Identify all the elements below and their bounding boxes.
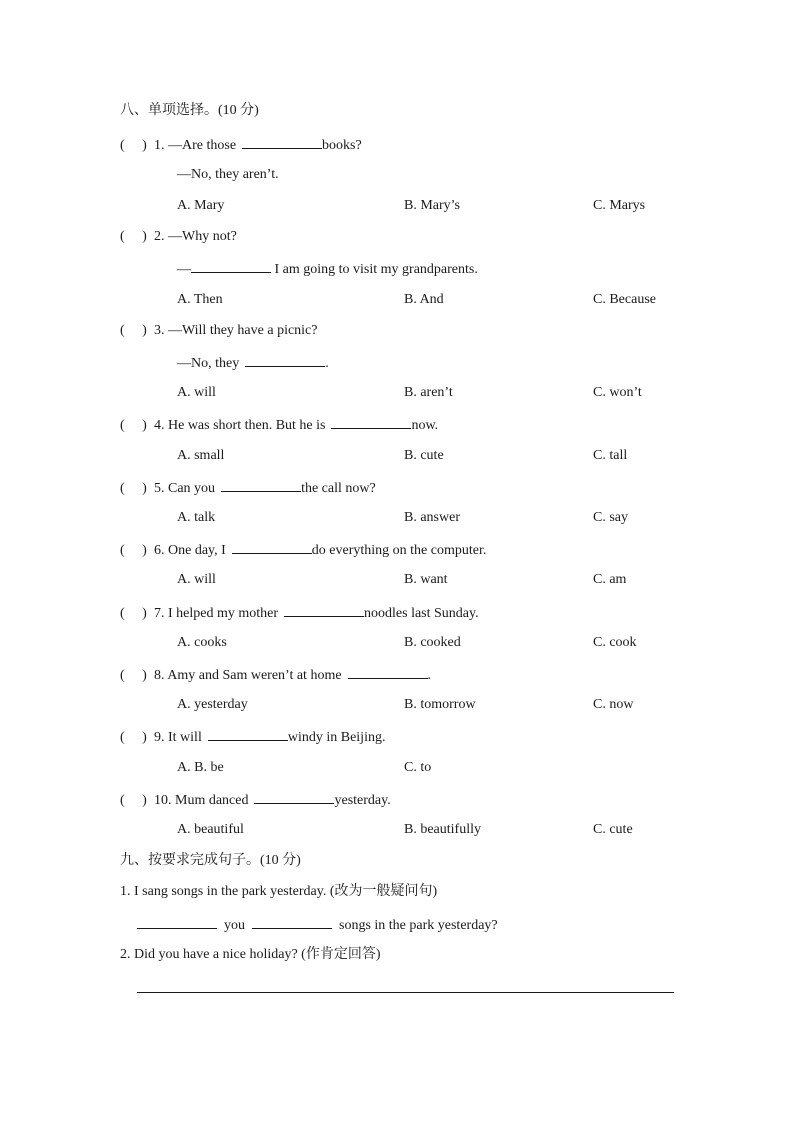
fill-blank[interactable] <box>245 353 325 367</box>
option-b: B. want <box>404 572 448 587</box>
option-c: C. say <box>593 510 628 525</box>
answer-paren[interactable]: ( ) <box>120 481 147 496</box>
option-b: B. cute <box>404 448 444 463</box>
option-c: C. cook <box>593 635 637 650</box>
question-stem-end: noodles last Sunday. <box>364 606 479 621</box>
question-stem: —Will they have a picnic? <box>168 323 318 338</box>
option-b: B. cooked <box>404 635 461 650</box>
section-9-answer-1: you songs in the park yesterday? <box>137 915 498 933</box>
option-b: B. Mary’s <box>404 198 460 213</box>
question-stem: —Why not? <box>168 229 237 244</box>
answer-paren[interactable]: ( ) <box>120 668 147 683</box>
option-a: A. cooks <box>177 635 227 650</box>
fill-blank[interactable] <box>284 603 364 617</box>
option-c: C. now <box>593 697 634 712</box>
fill-blank[interactable] <box>348 665 428 679</box>
fill-blank[interactable] <box>252 915 332 929</box>
fill-blank[interactable] <box>137 915 217 929</box>
section-9-title: 九、按要求完成句子。(10 分) <box>120 853 301 868</box>
option-b: B. tomorrow <box>404 697 476 712</box>
option-c: C. Marys <box>593 198 646 213</box>
question-8 <box>120 665 431 683</box>
question-stem-end: do everything on the computer. <box>311 543 487 558</box>
question-1 <box>120 135 362 153</box>
question-stem-end: windy in Beijing. <box>287 730 386 745</box>
option-b: B. And <box>404 292 444 307</box>
option-c: C. to <box>404 760 432 775</box>
question-stem: He was short then. But he is <box>168 418 326 433</box>
answer-paren[interactable]: ( ) <box>120 730 147 745</box>
question-1-reply: —No, they aren’t. <box>177 167 279 182</box>
fill-blank[interactable] <box>254 790 334 804</box>
question-number: 8. <box>154 668 165 683</box>
fill-blank[interactable] <box>242 135 322 149</box>
question-3 <box>120 322 318 340</box>
question-7 <box>120 603 479 621</box>
question-stem: Amy and Sam weren’t at home <box>167 668 342 683</box>
option-a: A. will <box>177 385 216 400</box>
question-stem: Mum danced <box>175 793 249 808</box>
option-a: A. beautiful <box>177 822 244 837</box>
answer-paren[interactable]: ( ) <box>120 606 147 621</box>
option-c: C. am <box>593 572 627 587</box>
option-b: B. answer <box>404 510 460 525</box>
section-9-question-2: 2. Did you have a nice holiday? (作肯定回答) <box>120 947 381 962</box>
question-stem: It will <box>168 730 202 745</box>
question-2 <box>120 228 237 246</box>
question-stem: —Are those <box>168 138 237 153</box>
section-8-title: 八、单项选择。(10 分) <box>120 103 259 118</box>
section-9-question-1: 1. I sang songs in the park yesterday. (改为一般疑问句) <box>120 884 438 899</box>
answer-paren[interactable]: ( ) <box>120 418 147 433</box>
question-3-reply: —No, they . <box>177 353 329 371</box>
fill-blank[interactable] <box>191 259 271 273</box>
question-10 <box>120 790 391 808</box>
option-c: C. won’t <box>593 385 642 400</box>
answer-paren[interactable]: ( ) <box>120 323 147 338</box>
question-5 <box>120 478 376 496</box>
option-b: B. beautifully <box>404 822 481 837</box>
option-a: A. Mary <box>177 198 225 213</box>
question-number: 1. <box>154 138 165 153</box>
question-stem-end: the call now? <box>301 481 376 496</box>
answer-writing-line[interactable] <box>137 992 674 993</box>
option-c: C. tall <box>593 448 628 463</box>
fill-blank[interactable] <box>208 727 288 741</box>
question-stem-end: yesterday. <box>334 793 391 808</box>
question-number: 6. <box>154 543 165 558</box>
option-a: A. Then <box>177 292 223 307</box>
answer-paren[interactable]: ( ) <box>120 793 147 808</box>
question-number: 10. <box>154 793 172 808</box>
question-stem: I helped my mother <box>168 606 279 621</box>
question-9 <box>120 727 385 745</box>
question-number: 7. <box>154 606 165 621</box>
option-c: C. cute <box>593 822 633 837</box>
question-6 <box>120 540 486 558</box>
option-a-b: A. B. be <box>177 760 224 775</box>
answer-paren[interactable]: ( ) <box>120 229 147 244</box>
answer-paren[interactable]: ( ) <box>120 138 147 153</box>
question-number: 5. <box>154 481 165 496</box>
question-number: 2. <box>154 229 165 244</box>
option-a: A. will <box>177 572 216 587</box>
question-number: 4. <box>154 418 165 433</box>
fill-blank[interactable] <box>232 540 312 554</box>
fill-blank[interactable] <box>221 478 301 492</box>
option-b: B. aren’t <box>404 385 453 400</box>
question-stem-end: now. <box>411 418 439 433</box>
answer-paren[interactable]: ( ) <box>120 543 147 558</box>
question-stem: Can you <box>168 481 216 496</box>
option-a: A. talk <box>177 510 216 525</box>
question-2-reply: — I am going to visit my grandparents. <box>177 259 478 277</box>
option-a: A. small <box>177 448 225 463</box>
question-stem-end: books? <box>322 138 362 153</box>
option-a: A. yesterday <box>177 697 248 712</box>
question-stem: One day, I <box>168 543 226 558</box>
question-number: 9. <box>154 730 165 745</box>
fill-blank[interactable] <box>331 415 411 429</box>
question-stem-end: . <box>427 668 432 683</box>
question-number: 3. <box>154 323 165 338</box>
question-4 <box>120 415 438 433</box>
option-c: C. Because <box>593 292 656 307</box>
